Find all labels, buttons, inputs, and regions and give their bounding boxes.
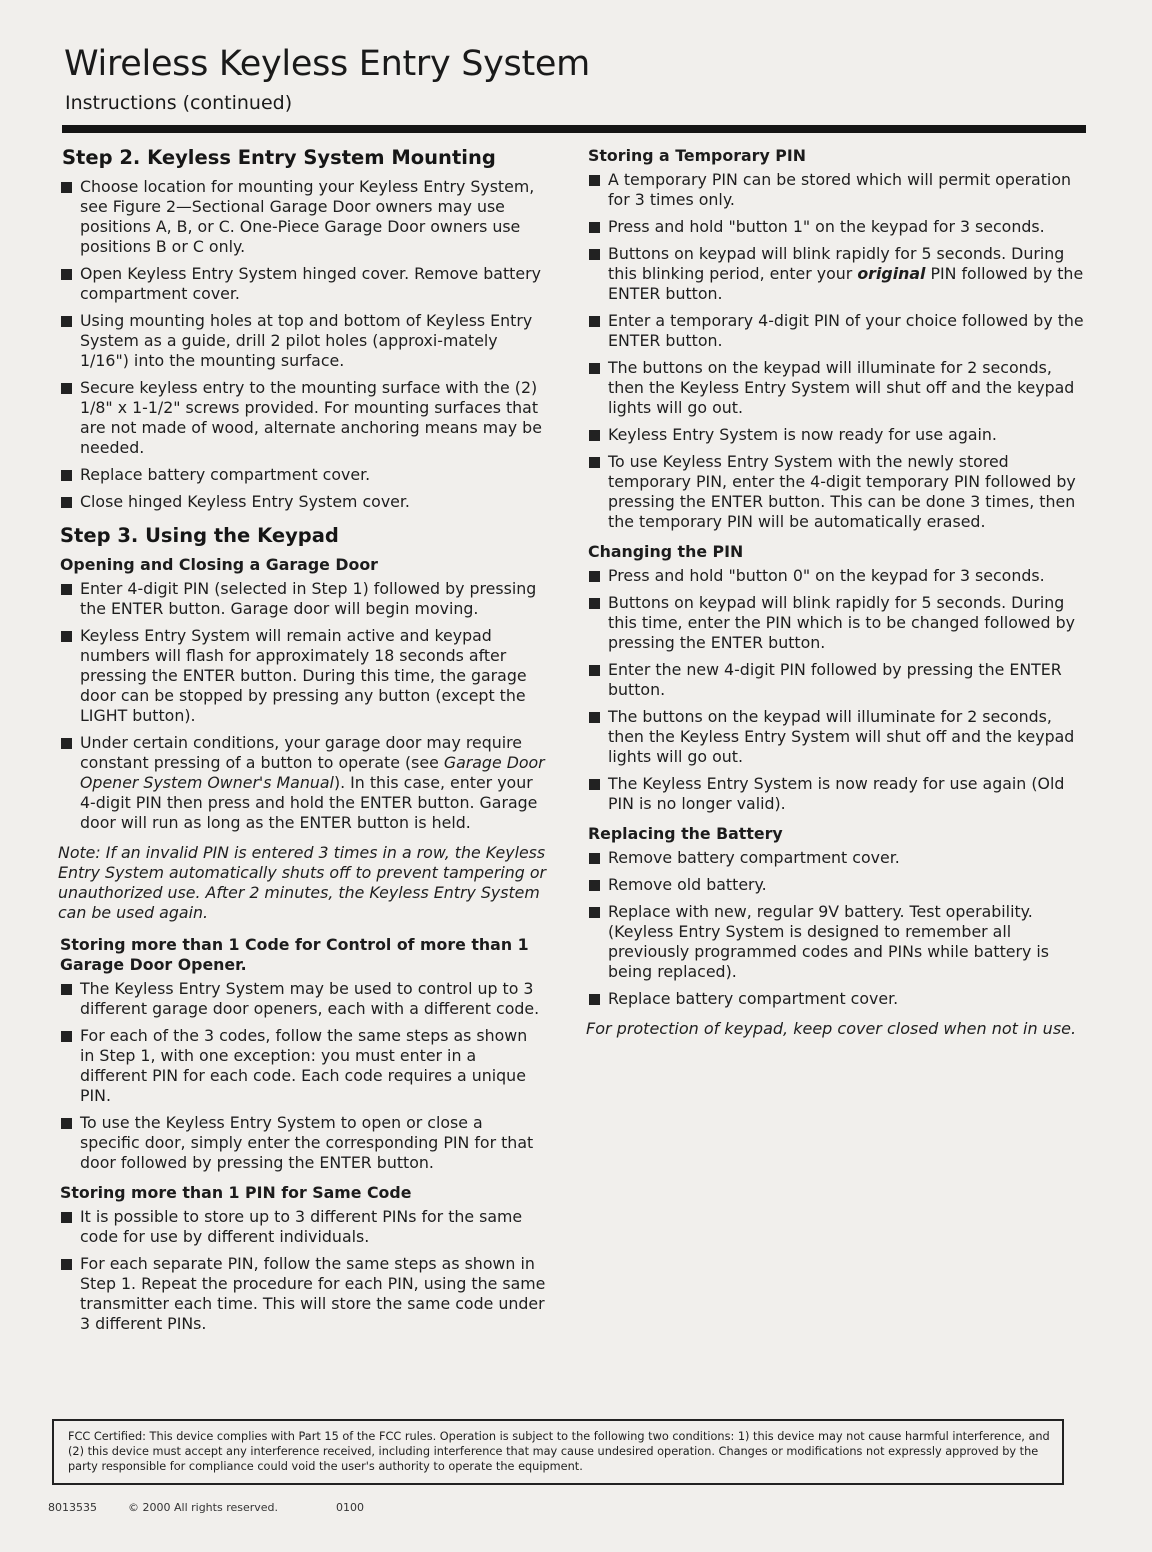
square-bullet-icon [61,1212,72,1223]
square-bullet-icon [61,497,72,508]
battery-list [584,848,1084,1009]
square-bullet-icon [589,853,600,864]
fcc-notice: FCC Certified: This device complies with Part 15 of the FCC rules. Operation is subject to the following two conditions: 1) this device may not cause harmful interference, and (2) this device must accept any interference received, including interference that may cause undesired operation. Changes or modifications not expressly approved by the party responsible for compliance could void the user's authority to operate the equipment. [52,1419,1064,1485]
list-item: Replace battery compartment cover. [584,989,1084,1009]
multi-pin-list [56,1207,546,1334]
change-pin-list [584,566,1084,814]
square-bullet-icon [589,430,600,441]
square-bullet-icon [61,470,72,481]
square-bullet-icon [589,316,600,327]
list-item: For each of the 3 codes, follow the same steps as shown in Step 1, with one exception: you must enter in a different PIN for each code. Each code requires a unique PIN. [56,1026,546,1106]
step2-heading: Step 2. Keyless Entry System Mounting [62,146,496,169]
list-item: Under certain conditions, your garage door may require constant pressing of a button to operate (see Garage Door Opener System Owner's Manual). In this case, enter your 4-digit PIN then press and hold the ENTER button. Garage door will run as long as the ENTER button is held. [56,733,546,833]
square-bullet-icon [61,1118,72,1129]
square-bullet-icon [589,571,600,582]
list-item: For each separate PIN, follow the same steps as shown in Step 1. Repeat the procedure for each PIN, using the same transmitter each time. This will store the same code under 3 different PINs. [56,1254,546,1334]
list-item: The Keyless Entry System is now ready for use again (Old PIN is no longer valid). [584,774,1084,814]
list-item: The buttons on the keypad will illuminate for 2 seconds, then the Keyless Entry System will shut off and the keypad lights will go out. [584,707,1084,767]
square-bullet-icon [61,984,72,995]
part-number: 8013535 [48,1501,97,1514]
square-bullet-icon [589,907,600,918]
square-bullet-icon [61,316,72,327]
list-item: Using mounting holes at top and bottom of Keyless Entry System as a guide, drill 2 pilot holes (approxi-mately 1/16") into the mounting surface. [56,311,546,371]
square-bullet-icon [61,738,72,749]
square-bullet-icon [61,1031,72,1042]
list-item: Remove old battery. [584,875,1084,895]
multi-pin-heading: Storing more than 1 PIN for Same Code [60,1183,412,1202]
square-bullet-icon [589,880,600,891]
temp-pin-heading: Storing a Temporary PIN [588,146,806,165]
list-item: The Keyless Entry System may be used to control up to 3 different garage door openers, each with a different code. [56,979,546,1019]
closing-note: For protection of keypad, keep cover closed when not in use. [586,1019,1077,1038]
square-bullet-icon [61,631,72,642]
square-bullet-icon [61,269,72,280]
change-pin-heading: Changing the PIN [588,542,744,561]
list-item: Keyless Entry System will remain active and keypad numbers will flash for approximately 18 seconds after pressing the ENTER button. During this time, the garage door can be stopped by pressing any button (except the LIGHT button). [56,626,546,726]
list-item: Press and hold "button 1" on the keypad for 3 seconds. [584,217,1084,237]
list-item: Keyless Entry System is now ready for use again. [584,425,1084,445]
temp-pin-list [584,170,1084,532]
left-column [56,146,546,1344]
list-item: A temporary PIN can be stored which will permit operation for 3 times only. [584,170,1084,210]
square-bullet-icon [589,994,600,1005]
list-item: Press and hold "button 0" on the keypad for 3 seconds. [584,566,1084,586]
multi-code-list [56,979,546,1173]
opening-heading: Opening and Closing a Garage Door [60,555,378,574]
square-bullet-icon [589,457,600,468]
header-divider [62,125,1086,133]
list-item: Enter 4-digit PIN (selected in Step 1) followed by pressing the ENTER button. Garage door will begin moving. [56,579,546,619]
square-bullet-icon [589,175,600,186]
battery-heading: Replacing the Battery [588,824,783,843]
list-item: Choose location for mounting your Keyless Entry System, see Figure 2—Sectional Garage Door owners may use positions A, B, or C. One-Piece Garage Door owners use positions B or C only. [56,177,546,257]
page-subtitle: Instructions (continued) [65,92,293,114]
step2-list [56,177,546,512]
square-bullet-icon [589,779,600,790]
square-bullet-icon [589,665,600,676]
square-bullet-icon [589,363,600,374]
square-bullet-icon [61,383,72,394]
list-item: Remove battery compartment cover. [584,848,1084,868]
square-bullet-icon [61,1259,72,1270]
list-item: To use the Keyless Entry System to open or close a specific door, simply enter the corresponding PIN for that door followed by pressing the ENTER button. [56,1113,546,1173]
list-item: Replace with new, regular 9V battery. Test operability. (Keyless Entry System is designed to remember all previously programmed codes and PINs while battery is being replaced). [584,902,1084,982]
list-item: Enter the new 4-digit PIN followed by pressing the ENTER button. [584,660,1084,700]
square-bullet-icon [61,182,72,193]
invalid-pin-note: Note: If an invalid PIN is entered 3 times in a row, the Keyless Entry System automatically shuts off to prevent tampering or unauthorized use. After 2 minutes, the Keyless Entry System can be used again. [58,843,547,922]
revision-code: 0100 [336,1501,364,1514]
square-bullet-icon [61,584,72,595]
list-item: Open Keyless Entry System hinged cover. Remove battery compartment cover. [56,264,546,304]
list-item: It is possible to store up to 3 different PINs for the same code for use by different individuals. [56,1207,546,1247]
list-item: To use Keyless Entry System with the newly stored temporary PIN, enter the 4-digit temporary PIN followed by pressing the ENTER button. This can be done 3 times, then the temporary PIN will be automatically erased. [584,452,1084,532]
list-item: Replace battery compartment cover. [56,465,546,485]
page-title: Wireless Keyless Entry System [64,44,590,84]
list-item: Buttons on keypad will blink rapidly for 5 seconds. During this blinking period, enter your original PIN followed by the ENTER button. [584,244,1084,304]
square-bullet-icon [589,222,600,233]
square-bullet-icon [589,598,600,609]
list-item: Enter a temporary 4-digit PIN of your choice followed by the ENTER button. [584,311,1084,351]
list-item: Buttons on keypad will blink rapidly for 5 seconds. During this time, enter the PIN which is to be changed followed by pressing the ENTER button. [584,593,1084,653]
opening-list [56,579,546,833]
square-bullet-icon [589,712,600,723]
square-bullet-icon [589,249,600,260]
list-item: Secure keyless entry to the mounting surface with the (2) 1/8" x 1-1/2" screws provided. For mounting surfaces that are not made of wood, alternate anchoring means may be needed. [56,378,546,458]
copyright: © 2000 All rights reserved. [128,1501,279,1514]
list-item: The buttons on the keypad will illuminate for 2 seconds, then the Keyless Entry System will shut off and the keypad lights will go out. [584,358,1084,418]
multi-code-heading: Storing more than 1 Code for Control of more than 1 Garage Door Opener. [60,935,529,974]
list-item: Close hinged Keyless Entry System cover. [56,492,546,512]
step3-heading: Step 3. Using the Keypad [60,524,339,547]
right-column [584,146,1084,1039]
